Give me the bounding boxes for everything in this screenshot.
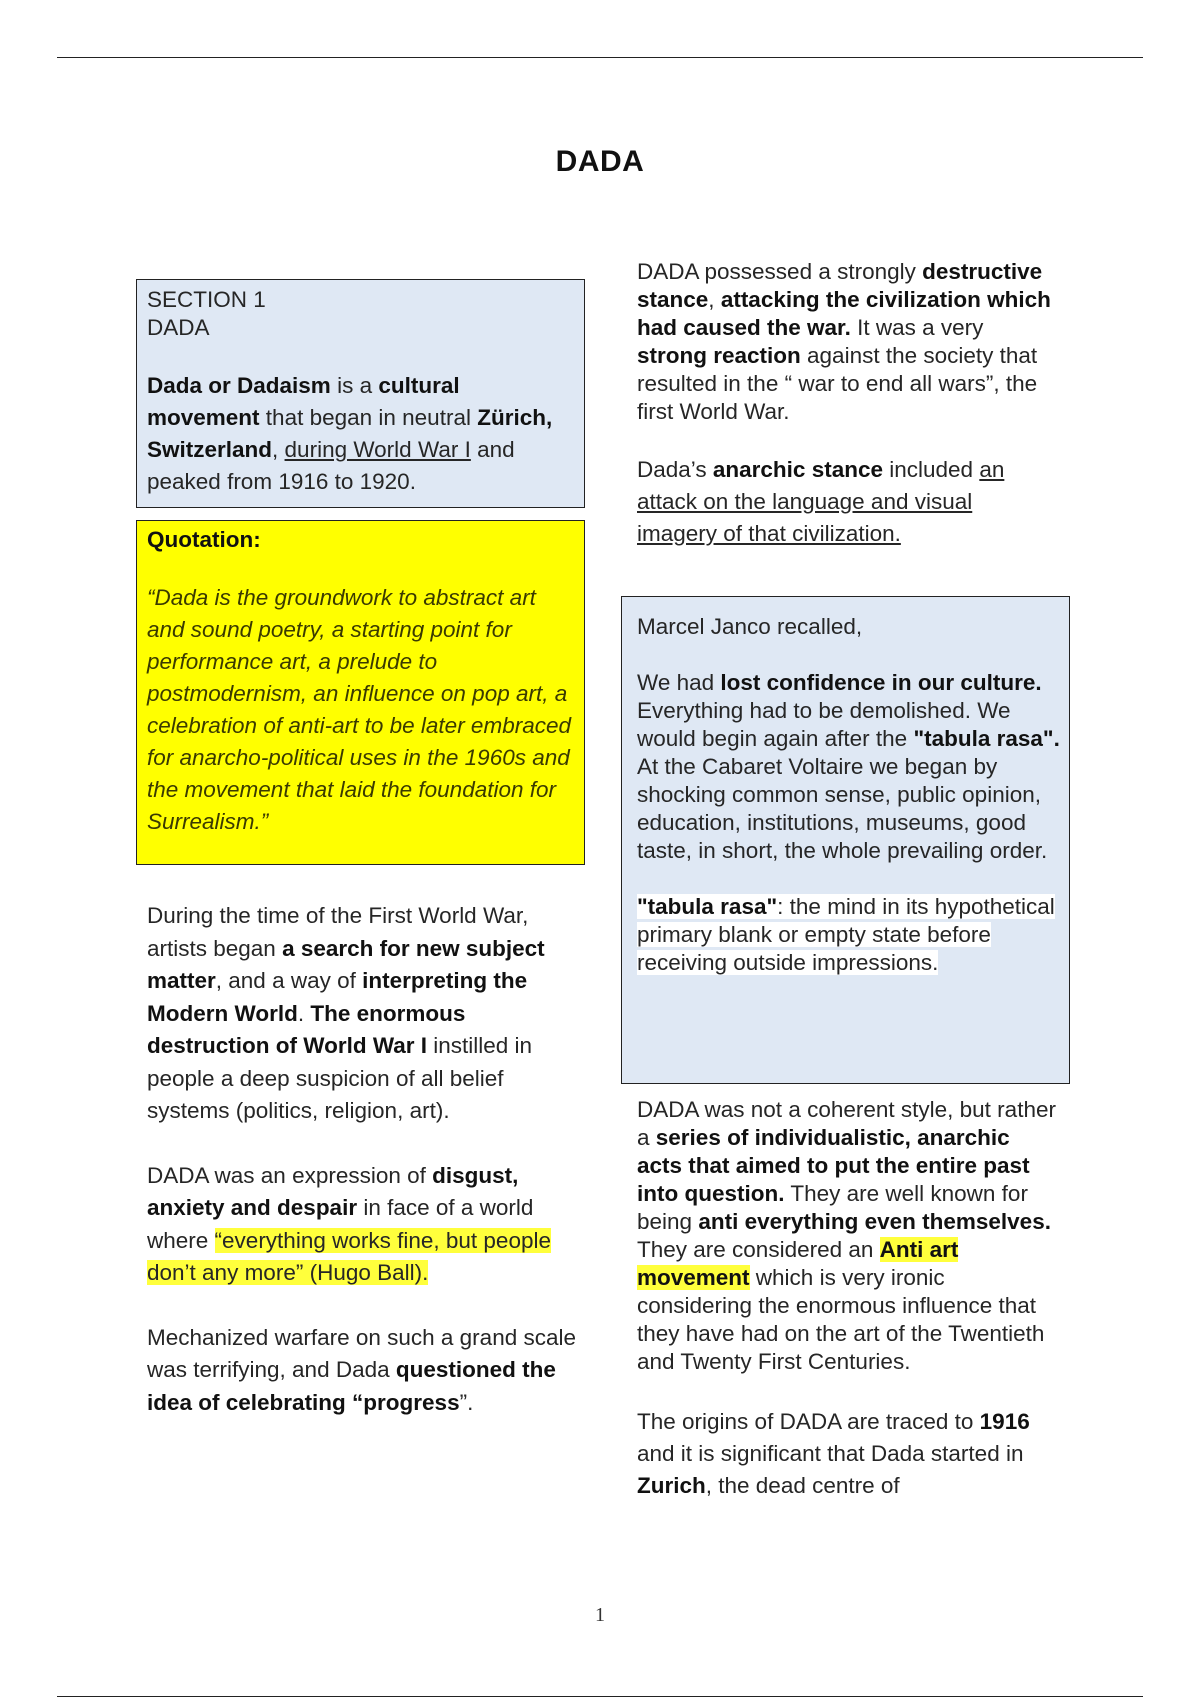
quotation-text-block (147, 526, 577, 838)
janco-intro: Marcel Janco recalled, (637, 614, 863, 639)
janco-quote: We had lost confidence in our culture. Everything had to be demolished. We would begin again after the "tabula rasa". At the Cabaret Voltaire we began by shocking common sense, public opinion, education, institutions, museums, good taste, in short, the whole prevailing order. (637, 670, 1060, 863)
janco-text (637, 613, 1062, 977)
section-subheading: DADA (147, 315, 210, 340)
right-paragraph-1: DADA possessed a strongly destructive stance, attacking the civilization which had caused the war. It was a very strong reaction against the society that resulted in the “ war to end all wars”, the first World War. (637, 259, 1051, 424)
left-paragraph-1: During the time of the First World War, artists began a search for new subject matter, and a way of interpreting the Modern World. The enormous destruction of World War I instilled in people a deep suspicion of all belief systems (politics, religion, art). (147, 903, 545, 1123)
tabula-rasa-definition: "tabula rasa": the mind in its hypothetical primary blank or empty state before receiving outside impressions. (637, 894, 1055, 975)
right-column-bottom (637, 1096, 1057, 1502)
right-column-top (637, 258, 1057, 550)
left-column (147, 900, 577, 1419)
left-paragraph-3: Mechanized warfare on such a grand scale was terrifying, and Dada questioned the idea of celebrating “progress”. (147, 1324, 576, 1415)
top-rule (57, 57, 1143, 58)
right-paragraph-5: The origins of DADA are traced to 1916 and it is significant that Dada started in Zurich, the dead centre of (637, 1409, 1030, 1498)
page-number: 1 (595, 1604, 605, 1626)
left-paragraph-2: DADA was an expression of disgust, anxiety and despair in face of a world where “everything works fine, but people don’t any more” (Hugo Ball). (147, 1162, 551, 1285)
quotation-label: Quotation: (147, 527, 261, 552)
right-paragraph-2: Dada’s anarchic stance included an attack on the language and visual imagery of that civilization. (637, 457, 1005, 546)
page-title: DADA (555, 145, 645, 178)
section-1-text (147, 286, 577, 498)
bottom-rule (57, 1696, 1143, 1697)
quotation-text: “Dada is the groundwork to abstract art and sound poetry, a starting point for performance art, a prelude to postmodernism, an influence on pop art, a celebration of anti-art to be later embraced for anarcho-political uses in the 1960s and the movement that laid the foundation for Surrealism.” (147, 585, 571, 834)
dada-definition: Dada or Dadaism is a cultural movement that began in neutral Zürich, Switzerland, during World War I and peaked from 1916 to 1920. (147, 373, 553, 494)
right-paragraph-4: DADA was not a coherent style, but rather a series of individualistic, anarchic acts that aimed to put the entire past into question. They are well known for being anti everything even themselves. They are considered an Anti art movement which is very ironic considering the enormous influence that they have had on the art of the Twentieth and Twenty First Centuries. (637, 1097, 1056, 1374)
section-heading: SECTION 1 (147, 287, 266, 312)
